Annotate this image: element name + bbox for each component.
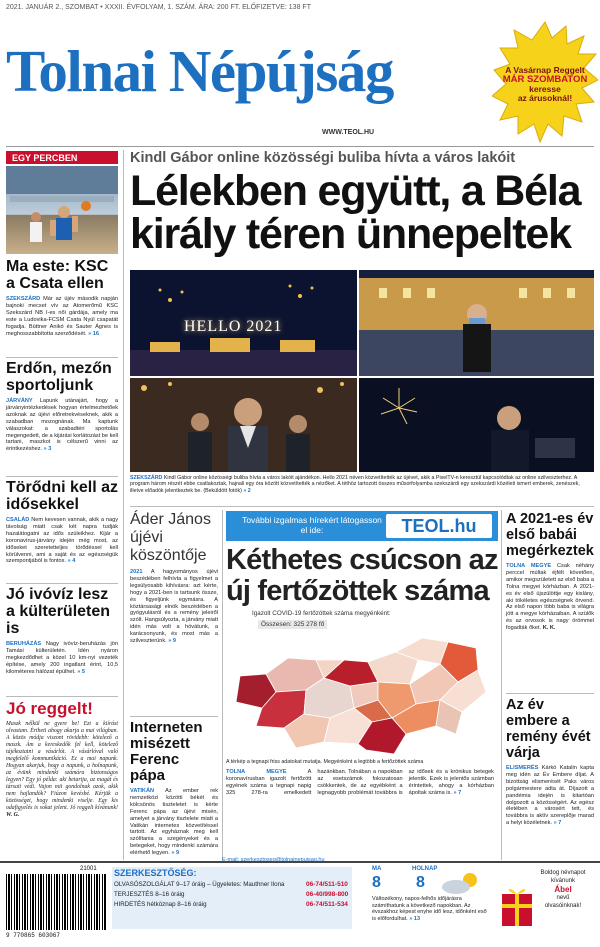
column-divider [501,510,502,860]
story-lead: ELISMERÉS [506,765,539,771]
story-ader[interactable] [130,511,218,645]
phone-2[interactable]: 06-40/998-800 [306,891,349,898]
masthead-title[interactable]: Tolnai Népújság [6,38,393,104]
map-total: Összesen: 325 278 fő [258,620,327,629]
gift-icon [500,878,534,928]
story-title: Az év embere a remény évét várja [506,697,591,761]
story-hope[interactable] [506,697,594,827]
column-divider [123,150,124,860]
story-babies[interactable] [506,511,594,632]
column-divider [222,510,223,860]
page-ref: » 16 [88,330,99,337]
page-ref: » 5 [77,668,85,675]
story-title: Erdőn, mezőn sportoljunk [6,360,112,394]
barcode-number: 9 770865 603067 [6,932,61,939]
story-text: Csak néhány perccel múltak éjfélt követően, amikor megszületett az első baba a Tolna megyei kórházban. A 2021-es év első újszülöttje egy kislány, aki tökéletes egészségnek örvend. Az első napon több baba is világra jött a megye kórházaiban. A szülők és az orvosok is nagy örömmel fogadták őket. [506,563,595,632]
photo-overlay-text: HELLO 2021 [184,318,283,335]
weather-sun-cloud-icon [436,870,484,896]
barcode [6,874,106,930]
dj-photo [359,378,594,472]
story-title: Áder János újévi köszöntője [130,511,211,564]
column-jo-reggelt[interactable] [6,700,118,819]
sidebar-story-3[interactable] [6,479,118,565]
nameday-name: Ábel [554,885,572,894]
basketball-photo [6,166,118,254]
story-title: Interneten misézett Ferenc pápa [130,719,203,784]
divider [130,506,594,507]
map-caption: A térkép a tegnapi friss adatokat mutatja. Megyénként a legtöbb a fertőzöttek száma [226,759,424,765]
covid-headline[interactable]: Kéthetes csúcson az új fertőzöttek száma [226,544,498,607]
main-headline[interactable]: Lélekben együtt, a Béla király téren ünnepeltek [130,167,581,258]
nameday-line-3: nevű [556,895,570,901]
sidebar-story-1[interactable] [6,258,118,337]
page-ref: » 7 [553,820,562,827]
service-row-2: TERJESZTÉS 8–16 óráig [114,891,185,898]
map-title: Igazolt COVID-19 fertőzöttek száma megyénként: [252,610,391,617]
story-signature: K. K. [542,625,556,632]
weather-today-label: MA [372,866,382,872]
weather-text [372,896,490,922]
story-text: Nagy ivóvíz-beruházás jön Tamási külterületén. Idén nyáron megkezdődhet a közel 10 km-nyi vezeték építése, amely 200 ingatlant érint, 10,5 kilométeres hálózat épülhet. [6,641,118,675]
footer [0,857,600,947]
page-ref: » 9 [168,638,177,645]
page-ref: » 13 [409,915,421,922]
story-text: Az ember rek nemzetközi közötti békét és kölcsönös tiszteletet is kérte Ferenc pápa az újévi misén, amelyet a járvány tisztelete miatt a Vatikán internetes közvetítéssel tartott. Az egyháznak meg kell szólítania a szegényeket és a betegeket, hogy mindenki számára elérhető legyen. [130,788,219,857]
story-title: Ma este: KSC a Csata ellen [6,258,109,292]
teol-promo-box[interactable] [226,511,498,541]
story-title: Törődni kell az idősekkel [6,479,119,513]
story-lead: 2021 [130,569,143,575]
story-text: A koronavírusban igazolt fertőzött egyének száma a tegnapi napig 325 278-ra emelkedett hazánkban. Tolnában a napokban az esetszámok fokozatosan csökkentek, de az egyébként a legnagyobb problémát továbbra is az idősek és a krónikus betegek jelentik. Ezek is jelentős számban érintettek, ahogy a kórházban ápoltak száma is. [226,769,494,796]
column-text: Maszk nélkül ne gyere be! Ezt a kiírást olvastam. Értheti ahogy akarja a mai világban. A közös módja viszont rövidebb: kötelező a maszk. Ám a kereskedők fel kell, kötelező tájékoztatni a vásárlót. A vásárlóval való megfelelő kommunikáció. Ez a mai napunk. Hogyan akarjuk, hogy a napunk, a holnapunk, az évünk mindenki számára biztonságos legyen? Egy jó példa: aki betartja, az magát és társait védi. Vajon mit gondolnak azok, akik nem hajlandók? Fiúzon kevésbé. Kérjük a közösséget, hogy mindenki viselje. Egy kis odafigyelés is sokat jelent. Jó reggelt kívánunk! [6,721,118,811]
weather-tomorrow-temp: 8 [416,874,425,891]
promo-line-2: MÁR SZOMBATON [502,73,588,85]
promo-line-4: az árusoknál! [517,92,573,103]
story-text: Nem kevesen vannak, akik a nagy távolság miatt csak két napra tudják hazalátogatni az idős szüleikhez. Kijár a koronavírus-járvány idején még most, az időseket szeretetteljes törődéssel kell körülvenni, ami a saját és az egészségük szempontjából is fontos. [6,517,118,565]
caption-text: Kindl Gábor online közösségi buliba hívta a város lakóit ajándékon. Hello 2021 néven közvetítették az újévet, akik a PixelTV-n keresztül kapcsolódtak az online szilveszterhez. A program három részét ebbe csatlakoztak, hajnali egy óra között közvetítették a nézőket. A téthöz tartozott összes műsorfolyamba szekszárdi egy szekszárdi közéleti ismert emberek, zenészek, illetve előadók jelentkeztek be. (Beküldött fotók) [130,475,580,494]
story-lead: TOLNA MEGYE [226,769,287,775]
sidebar-divider [6,583,118,584]
caption-lead: SZEKSZÁRD [130,475,163,481]
officials-photo [130,378,357,472]
story-text: Lapunk utánajárt, hogy a járványintézkedések hogyan értelmezhetőek azoknak az újévi előretrekvéseknek, akik a szabadban mozognának. Ma kaptunk válaszokat: a szabadtéri sportolás megengedett, de a kijárási korlátozást be kell tartani, maszkot is célszerű vinni az érintkezéshez. [6,398,118,453]
sidebar-divider [6,696,118,697]
covid-article [226,769,494,797]
story-text: A hagyományos újévi beszédében felhívta a figyelmet a legsúlyosabb kihívásra: azt kérte, hogy a 2021-ben is tartsunk össze, és figyeljünk egymásra. A köztársasági elnök beszédében a gyógyulásról és a remény jeleiről szólt. Hangsúlyozta, a járvány miatt idén más volt a hóvátunk, a karácsonyunk, és most más a szilveszterünk. [130,569,218,645]
story-text: Már az újév második napján bajnoki mecset vív az Atomerőmű KSC Szekszárd NB I-es női gárdája, amely ma este a Ludovika-FCSM Csata Nyúl csapatát fogadja. Büttner Anikó és Sauter Ágnes is meghosszabbította szerződését. [6,296,118,337]
teol-logo[interactable]: TEOL.hu [386,514,492,538]
nameday-box [530,870,596,910]
website-url[interactable]: WWW.TEOL.HU [322,129,375,136]
phone-1[interactable]: 06-74/511-510 [306,881,348,888]
story-lead: VATIKÁN [130,788,155,794]
service-title: SZERKESZTŐSÉG: [114,868,197,878]
service-row-3: HIRDETÉS hétköznap 8–16 óráig [114,901,207,908]
service-row-1: OLVASÓSZOLGÁLAT 9–17 óráig – Ügyeletes: Mauthner Ilona [114,881,285,888]
kicker: Kindl Gábor online közösségi buliba hívta a város lakóit [130,150,516,166]
page-ref: » 3 [43,446,52,453]
sidebar-story-2[interactable] [6,360,118,453]
weather-tomorrow-label: HOLNAP [412,866,438,872]
issue-info: 2021. JANUÁR 2., SZOMBAT • XXXII. ÉVFOLYAM, 1. SZÁM. ÁRA: 200 FT. ELŐFIZETVE: 138 FT [6,4,311,11]
promo-line-3: keresse [529,83,561,94]
story-title: A 2021-es év első babái megérkeztek [506,511,594,559]
story-lead: TOLNA MEGYE [506,563,552,569]
story-lead: CSALÁD [6,517,30,523]
starburst-promo-text [500,66,590,103]
page-ref: » 4 [67,558,76,565]
divider [130,716,218,717]
story-title: Jó ivóvíz lesz a külterületen is [6,586,111,637]
divider [506,693,594,694]
story-lead: JÁRVÁNY [6,398,33,404]
nameday-line-1: Boldog névnapot [540,870,586,876]
mayor-photo [359,270,594,376]
email-link[interactable]: E-mail: szerkesztoseg@tolnainepujsag.hu [222,857,325,863]
phone-3[interactable]: 06-74/511-534 [306,901,348,908]
story-lead: BERUHÁZÁS [6,641,42,647]
weather-today-temp: 8 [372,874,381,891]
sidebar-badge: EGY PERCBEN [6,151,118,164]
teol-promo-text: További izgalmas hírekért látogasson el ide: [242,515,382,535]
nameday-line-2: kívánunk [550,877,575,884]
masthead-divider [6,146,594,147]
column-title: Jó reggelt! [6,699,93,718]
page-ref: » 2 [243,487,251,494]
hungary-county-map [226,630,498,758]
story-pope[interactable] [130,720,218,857]
sidebar-divider [6,476,118,477]
column-signature: W. G. [6,812,20,818]
page-ref: » 9 [171,850,180,857]
issue-code: 21001 [80,866,97,872]
nameday-line-4: olvasóinknak! [544,902,582,909]
story-lead: SZEKSZÁRD [6,296,41,302]
promo-line-1: A Vasárnap Reggelt [505,65,585,75]
main-photo-caption [130,475,594,494]
service-box [112,857,352,929]
sidebar-divider [6,357,118,358]
story-text: Kárkó Katalin kapta meg idén az Év Embere díjat. A bizottság elismerését Paks város polgármestere adta át. Díjazott a pandémia idején is kitartóan dolgozott a közösségért. Az egész életében a városért tett, és továbbra is aktív szereplője marad a helyi közéletnek. [506,765,594,827]
weather-desc: Változékony, napos-felhős időjárásra számíthatunk a következő napokban. Az évszakhoz képest enyhe idő lesz, időnként eső is előfordulhat. [372,896,487,922]
page-ref: » 7 [453,789,462,796]
sidebar-story-4[interactable] [6,586,118,676]
